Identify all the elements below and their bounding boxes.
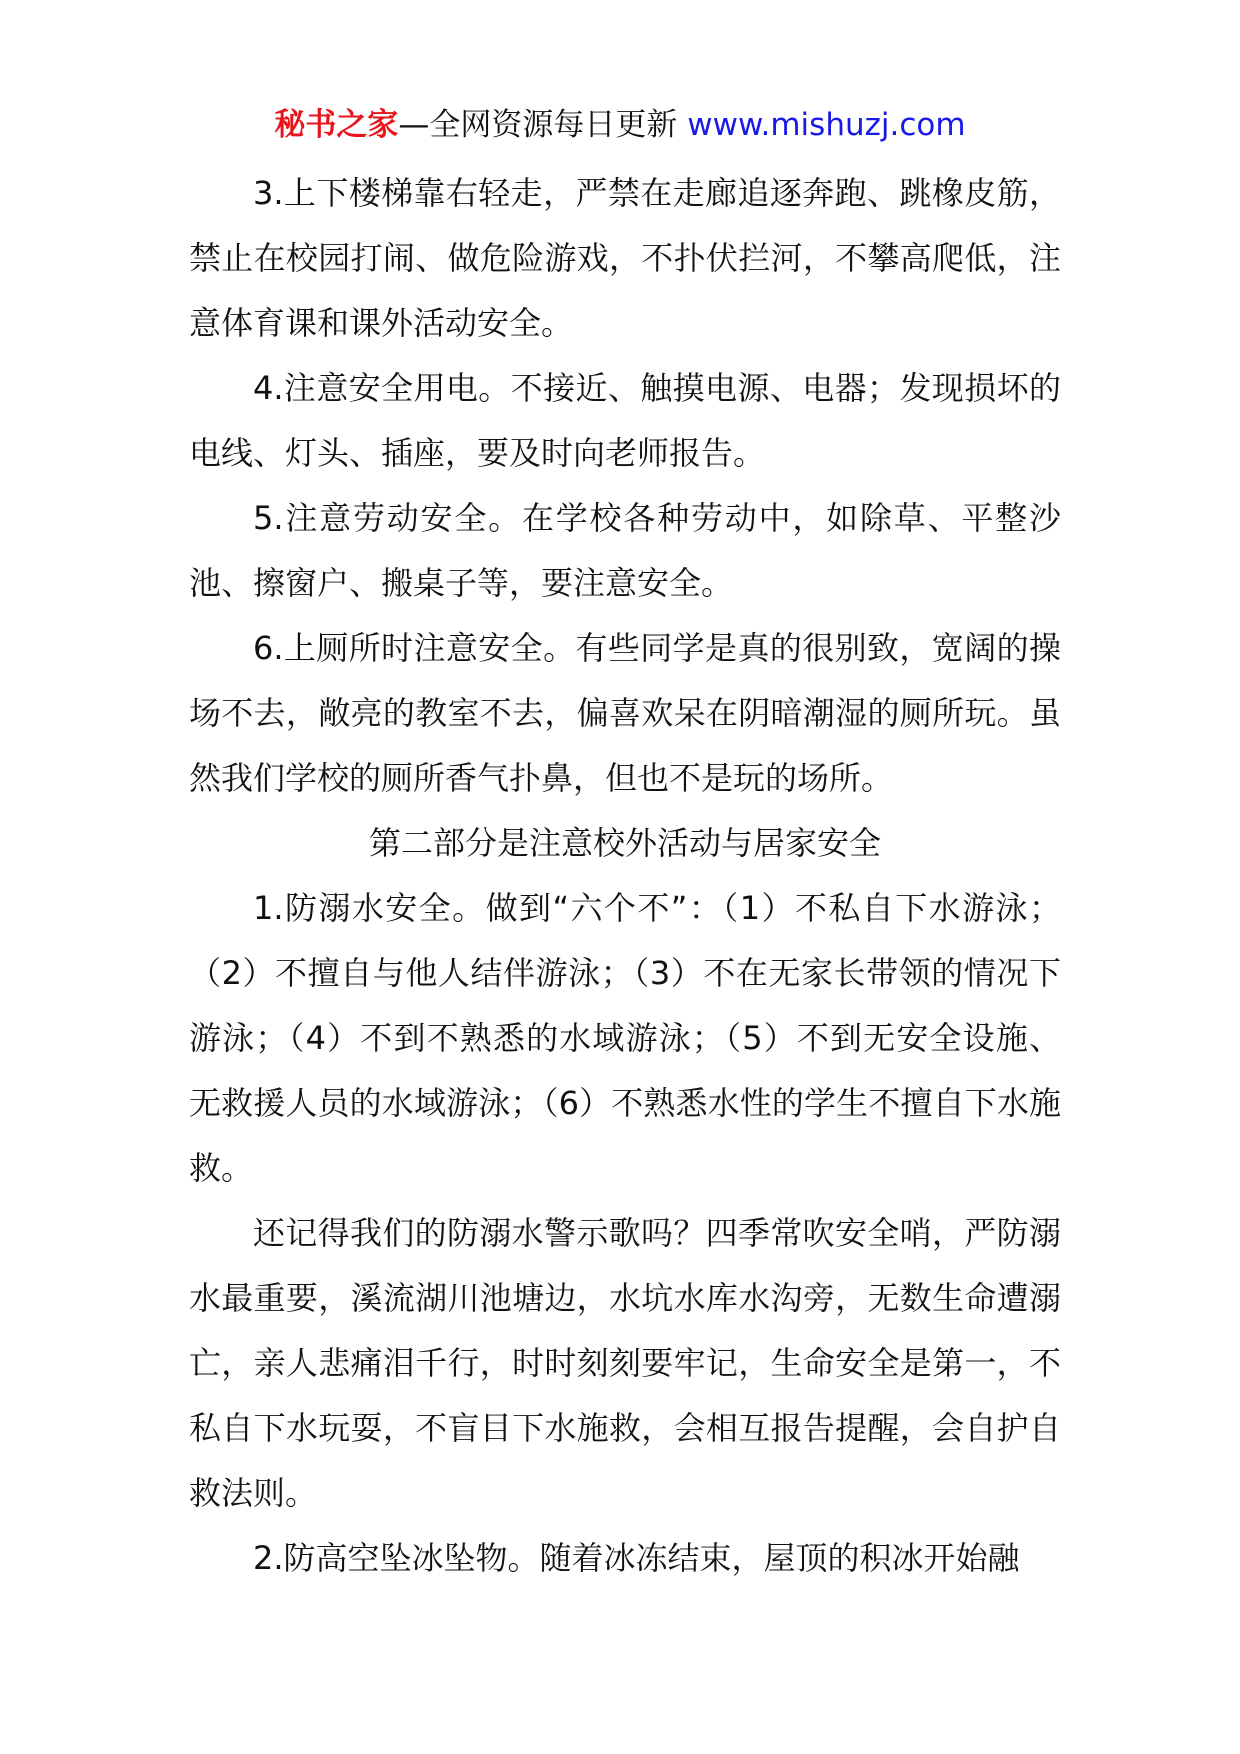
paragraph-drowning-safety: 1.防溺水安全。做到“六个不”：（1）不私自下水游泳；（2）不擅自与他人结伴游泳；（3）不在无家长带领的情况下游泳；（4）不到不熟悉的水域游泳；（5）不到无安全设施、无救援人员的水域游泳；（6）不熟悉水性的学生不擅自下水施救。 (189, 889, 1061, 1187)
section-heading: 第二部分是注意校外活动与居家安全 (368, 824, 881, 862)
paragraph-restroom-safety: 6.上厕所时注意安全。有些同学是真的很别致，宽阔的操场不去，敞亮的教室不去，偏喜欢呆在阴暗潮湿的厕所玩。虽然我们学校的厕所香气扑鼻，但也不是玩的场所。 (189, 629, 1061, 797)
site-url-link[interactable]: www.mishuzj.com (687, 107, 966, 143)
paragraph-stairs-safety: 3.上下楼梯靠右轻走，严禁在走廊追逐奔跑、跳橡皮筋，禁止在校园打闹、做危险游戏，不扑伏拦河，不攀高爬低，注意体育课和课外活动安全。 (189, 174, 1061, 342)
site-tagline: —全网资源每日更新 (398, 107, 688, 143)
page-header (0, 100, 1240, 150)
paragraph-warning-song: 还记得我们的防溺水警示歌吗？四季常吹安全哨，严防溺水最重要，溪流湖川池塘边，水坑水库水沟旁，无数生命遭溺亡，亲人悲痛泪千行，时时刻刻要牢记，生命安全是第一，不私自下水玩耍，不盲目下水施救，会相互报告提醒，会自护自救法则。 (189, 1214, 1061, 1512)
paragraph-electric-safety: 4.注意安全用电。不接近、触摸电源、电器；发现损坏的电线、灯头、插座，要及时向老师报告。 (189, 369, 1061, 472)
paragraph-labor-safety: 5.注意劳动安全。在学校各种劳动中，如除草、平整沙池、擦窗户、搬桌子等，要注意安全。 (189, 499, 1061, 602)
document-body (189, 161, 1061, 1591)
paragraph-falling-ice: 2.防高空坠冰坠物。随着冰冻结束，屋顶的积冰开始融 (253, 1539, 1020, 1577)
site-brand: 秘书之家 (274, 107, 399, 143)
